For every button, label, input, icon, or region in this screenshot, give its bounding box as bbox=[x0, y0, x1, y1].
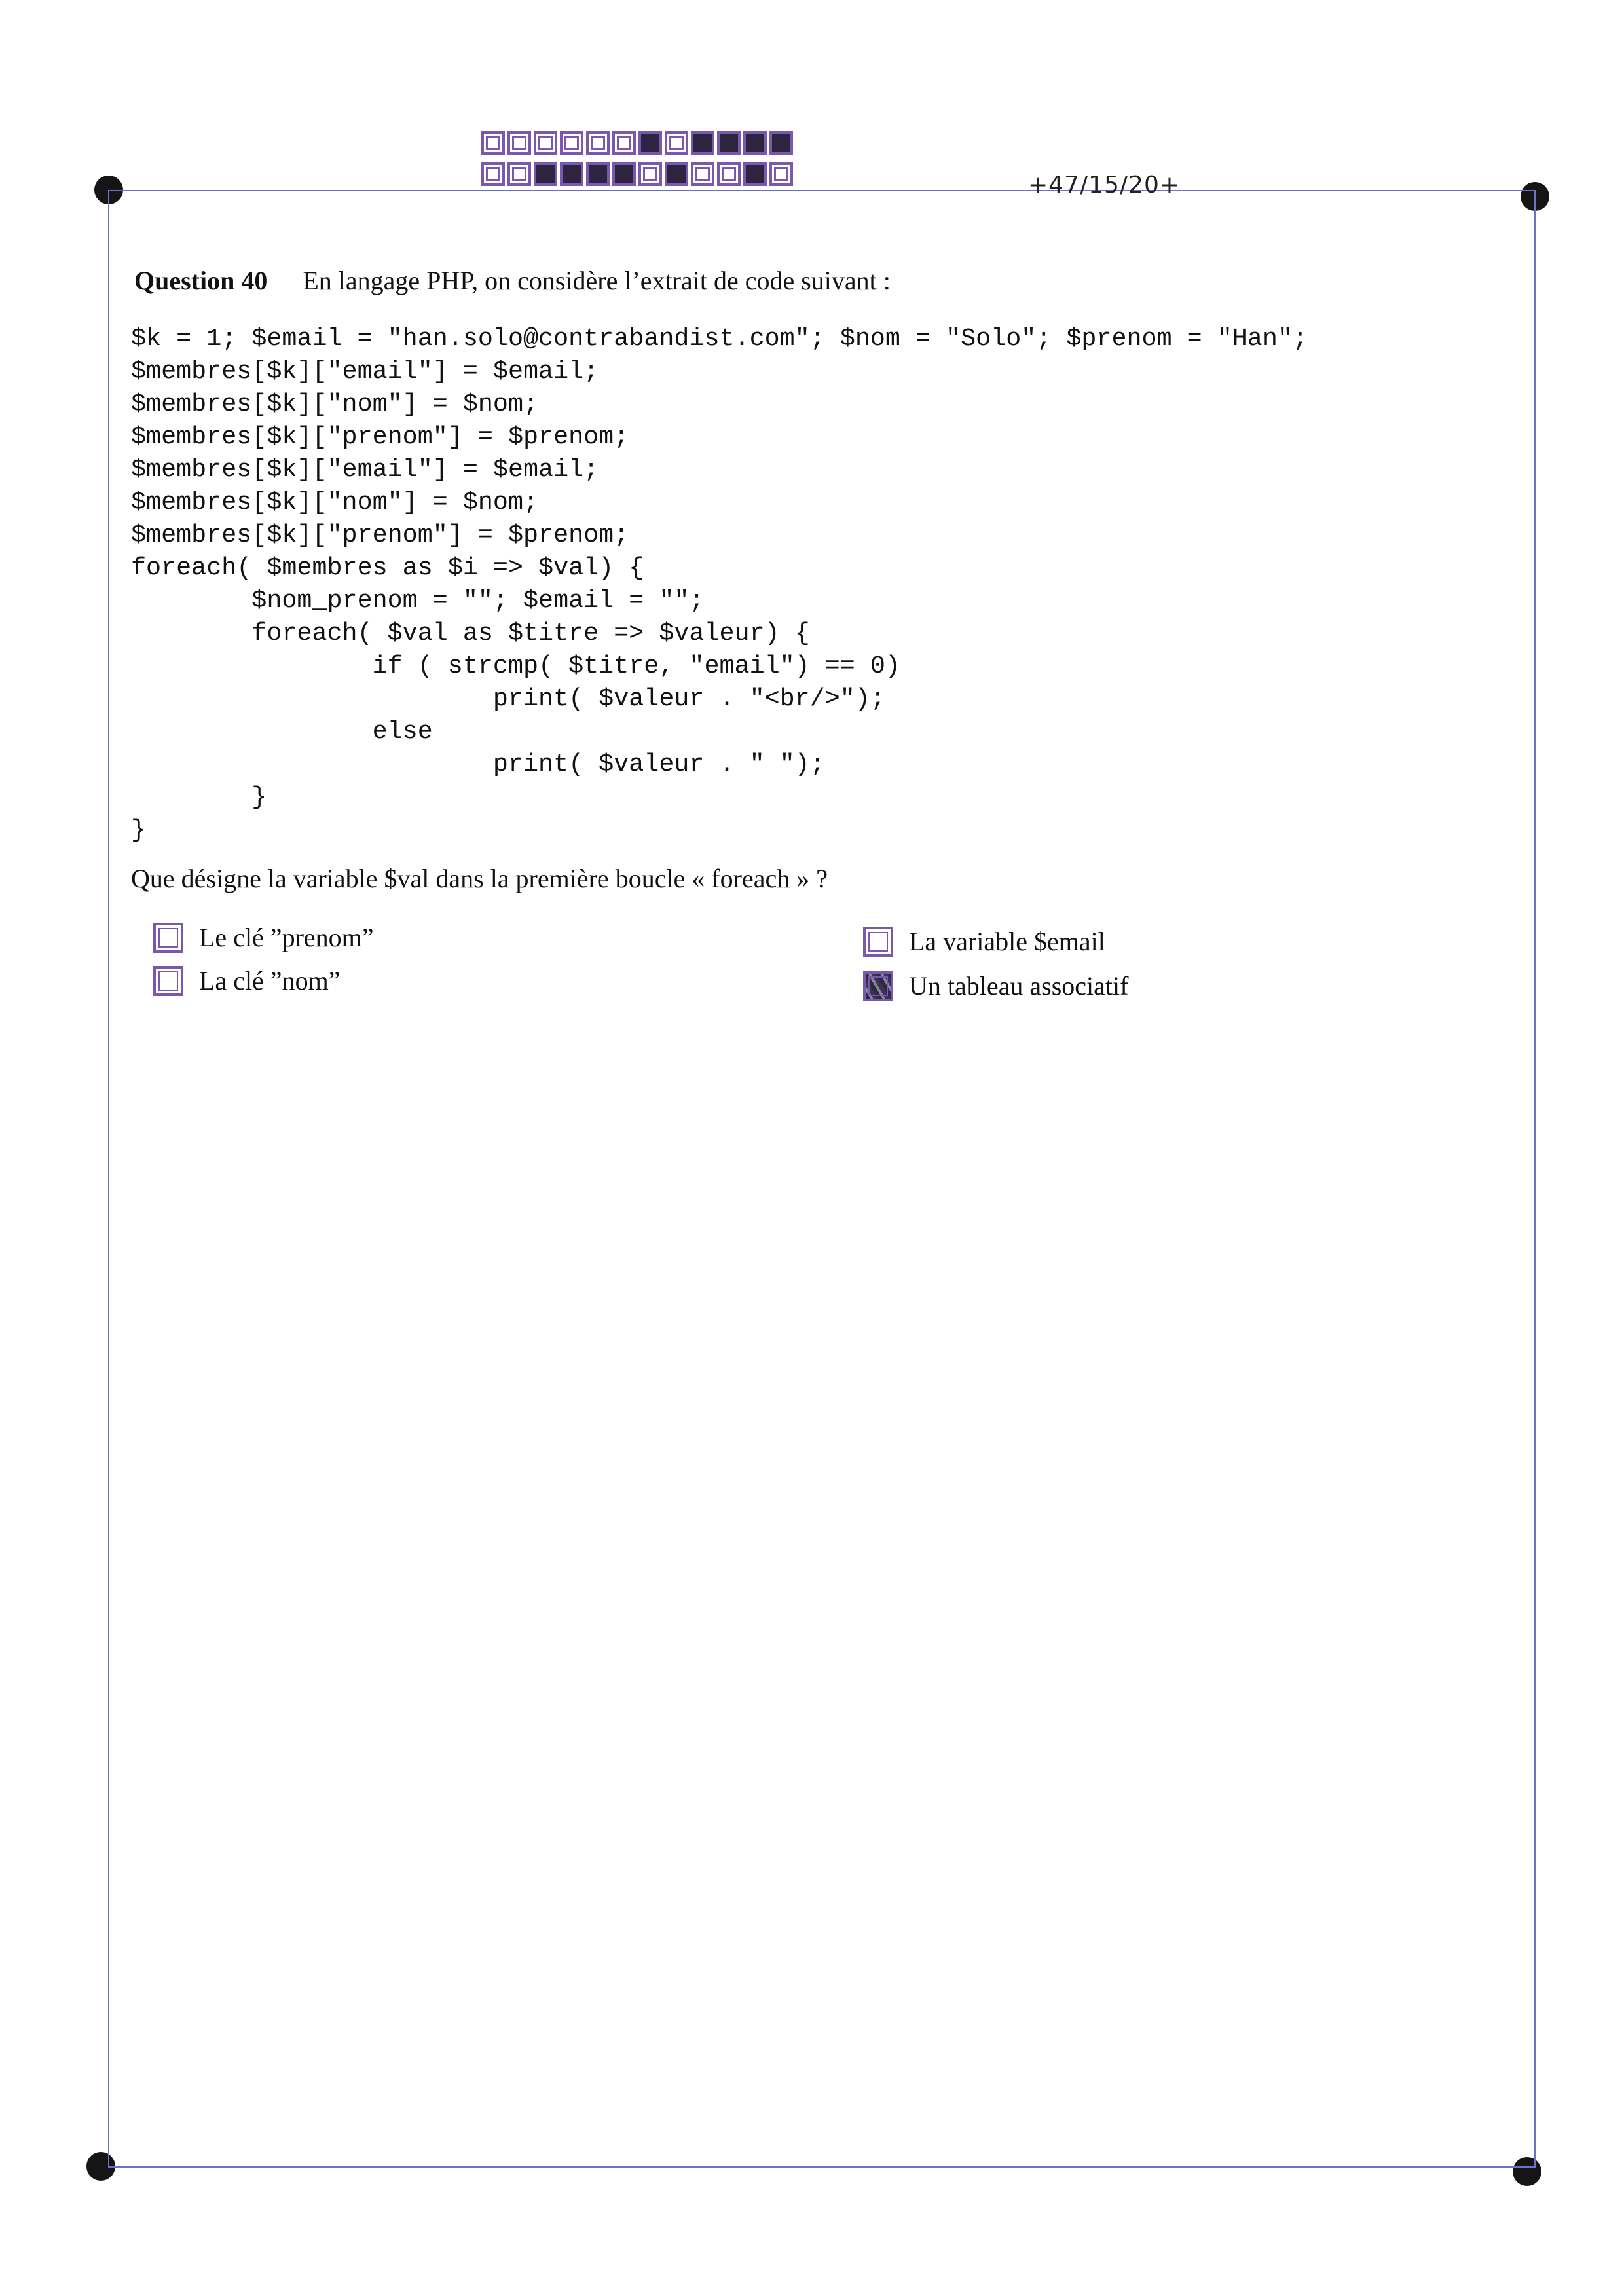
code-line: } bbox=[131, 783, 267, 811]
question-header bbox=[134, 265, 891, 296]
answer-checkbox[interactable] bbox=[153, 966, 183, 996]
code-box-filled bbox=[743, 162, 767, 186]
code-line: $membres[$k]["nom"] = $nom; bbox=[131, 390, 539, 418]
code-box-empty bbox=[612, 131, 636, 155]
answer-label: Un tableau associatif bbox=[909, 971, 1129, 1001]
code-line: $membres[$k]["email"] = $email; bbox=[131, 455, 599, 484]
code-line: $membres[$k]["prenom"] = $prenom; bbox=[131, 422, 629, 451]
code-block bbox=[131, 322, 1308, 846]
code-box-filled bbox=[769, 131, 793, 155]
code-line: $membres[$k]["nom"] = $nom; bbox=[131, 488, 539, 517]
answer-label: La variable $email bbox=[909, 927, 1105, 956]
code-box-empty bbox=[481, 131, 505, 155]
code-box-empty bbox=[560, 131, 583, 155]
code-box-empty bbox=[507, 162, 531, 186]
answer-label: Le clé ”prenom” bbox=[199, 923, 374, 952]
code-line: $membres[$k]["prenom"] = $prenom; bbox=[131, 521, 629, 549]
code-line: $k = 1; $email = "han.solo@contrabandist.com"; $nom = "Solo"; $prenom = "Han"; bbox=[131, 324, 1308, 353]
code-box-empty bbox=[769, 162, 793, 186]
code-box-empty bbox=[586, 131, 610, 155]
code-line: print( $valeur . " "); bbox=[131, 750, 825, 779]
code-box-filled bbox=[717, 131, 741, 155]
answer-checkbox-checked[interactable] bbox=[863, 971, 893, 1001]
code-line: $nom_prenom = ""; $email = ""; bbox=[131, 586, 705, 615]
answer-option[interactable] bbox=[863, 926, 1105, 957]
code-box-filled bbox=[665, 162, 688, 186]
answer-option[interactable] bbox=[153, 965, 340, 996]
page-code-row-1 bbox=[481, 131, 793, 155]
code-box-empty bbox=[638, 162, 662, 186]
page-code-row-2 bbox=[481, 162, 793, 186]
code-box-filled bbox=[691, 131, 714, 155]
code-line: foreach( $val as $titre => $valeur) { bbox=[131, 619, 810, 648]
question-text: En langage PHP, on considère l’extrait de code suivant : bbox=[303, 266, 891, 295]
answer-checkbox[interactable] bbox=[863, 927, 893, 957]
code-box-empty bbox=[481, 162, 505, 186]
answer-checkbox[interactable] bbox=[153, 923, 183, 953]
code-box-filled bbox=[560, 162, 583, 186]
code-box-filled bbox=[743, 131, 767, 155]
answer-option[interactable] bbox=[863, 971, 1128, 1001]
code-box-filled bbox=[612, 162, 636, 186]
code-line: else bbox=[131, 717, 433, 746]
code-box-empty bbox=[507, 131, 531, 155]
code-box-empty bbox=[691, 162, 714, 186]
code-line: foreach( $membres as $i => $val) { bbox=[131, 553, 644, 582]
code-line: $membres[$k]["email"] = $email; bbox=[131, 357, 599, 386]
code-box-empty bbox=[534, 131, 557, 155]
answer-option[interactable] bbox=[153, 922, 374, 953]
code-line: } bbox=[131, 815, 147, 844]
code-line: if ( strcmp( $titre, "email") == 0) bbox=[131, 652, 900, 680]
code-box-filled bbox=[638, 131, 662, 155]
code-line: print( $valeur . "<br/>"); bbox=[131, 684, 885, 713]
code-box-filled bbox=[534, 162, 557, 186]
page-id: +47/15/20+ bbox=[1028, 172, 1181, 198]
answer-label: La clé ”nom” bbox=[199, 966, 341, 995]
code-box-empty bbox=[665, 131, 688, 155]
question-prompt: Que désigne la variable $val dans la première boucle « foreach » ? bbox=[131, 864, 828, 893]
question-label: Question 40 bbox=[134, 266, 268, 295]
code-box-empty bbox=[717, 162, 741, 186]
code-box-filled bbox=[586, 162, 610, 186]
